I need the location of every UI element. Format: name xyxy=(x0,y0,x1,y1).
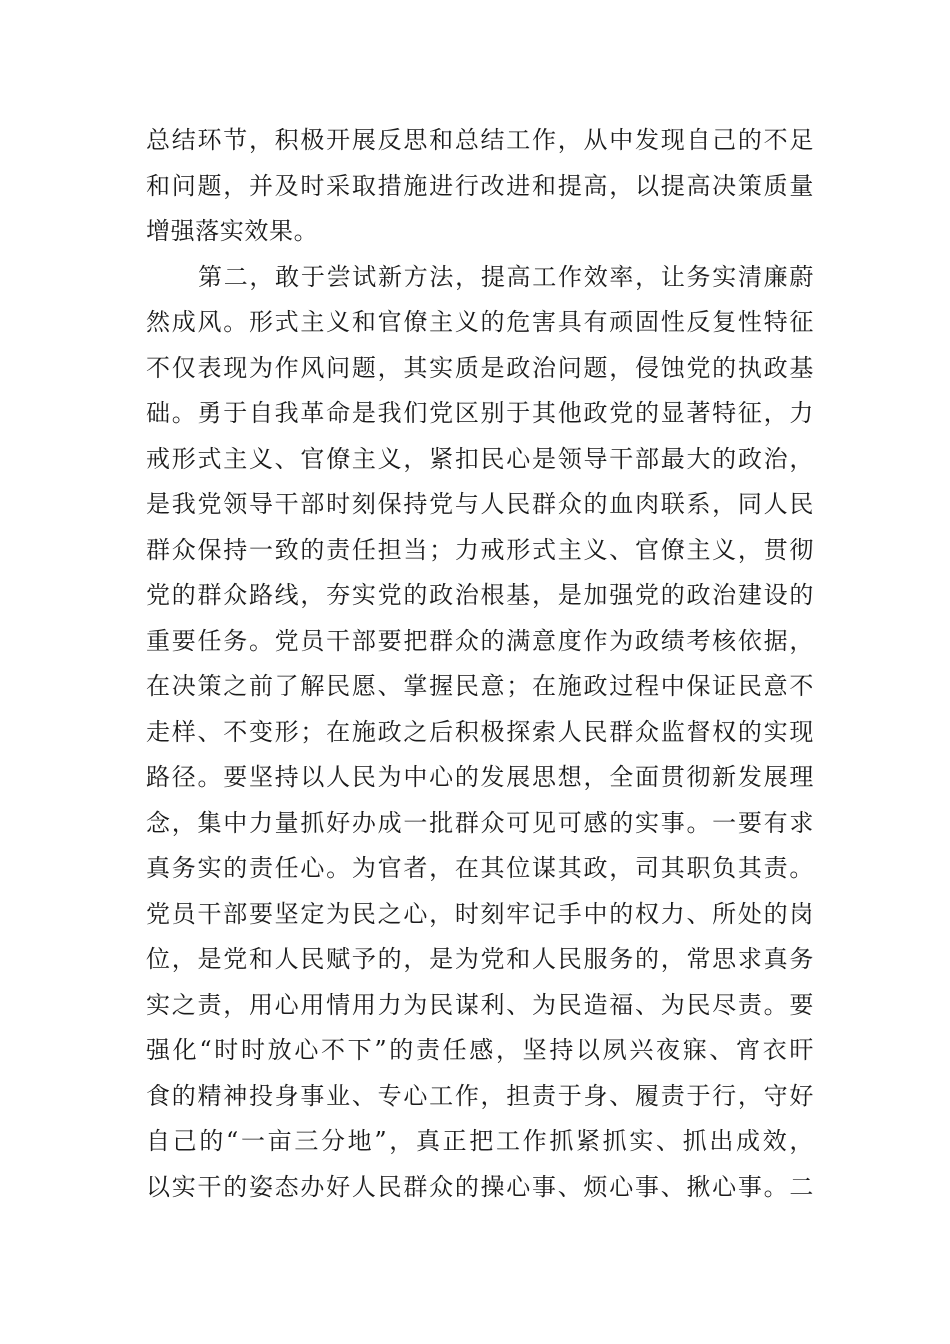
text-line: 位，是党和人民赋予的，是为党和人民服务的，常思求真务 xyxy=(146,945,814,973)
text-line: 增强落实效果。 xyxy=(146,217,319,245)
text-line: 念，集中力量抓好办成一批群众可见可感的实事。一要有求 xyxy=(146,808,814,837)
text-line: 食的精神投身事业、专心工作，担责于身、履责于行，守好 xyxy=(146,1081,814,1110)
text-line: 真务实的责任心。为官者，在其位谋其政，司其职负其责。 xyxy=(146,854,814,882)
text-line: 走样、不变形；在施政之后积极探索人民群众监督权的实现 xyxy=(146,717,814,746)
text-line: 是我党领导干部时刻保持党与人民群众的血肉联系，同人民 xyxy=(146,490,814,518)
text-line: 党的群众路线，夯实党的政治根基，是加强党的政治建设的 xyxy=(146,581,814,609)
text-line: 实之责，用心用情用力为民谋利、为民造福、为民尽责。要 xyxy=(146,990,814,1019)
text-line: 强化“时时放心不下”的责任感，坚持以夙兴夜寐、宵衣旰 xyxy=(146,1036,814,1064)
text-line: 和问题，并及时采取措施进行改进和提高，以提高决策质量 xyxy=(146,171,814,200)
text-line: 然成风。形式主义和官僚主义的危害具有顽固性反复性特征 xyxy=(146,308,814,336)
text-line: 自己的“一亩三分地”，真正把工作抓紧抓实、抓出成效， xyxy=(146,1127,814,1155)
text-line: 以实干的姿态办好人民群众的操心事、烦心事、揪心事。二 xyxy=(146,1172,814,1201)
text-line: 础。勇于自我革命是我们党区别于其他政党的显著特征，力 xyxy=(146,399,814,427)
paragraph-first-line: 第二，敢于尝试新方法，提高工作效率，让务实清廉蔚 xyxy=(198,262,814,291)
text-line: 总结环节，积极开展反思和总结工作，从中发现自己的不足 xyxy=(146,126,814,154)
text-line: 群众保持一致的责任担当；力戒形式主义、官僚主义，贯彻 xyxy=(146,535,814,564)
text-line: 重要任务。党员干部要把群众的满意度作为政绩考核依据， xyxy=(146,626,814,655)
text-line: 路径。要坚持以人民为中心的发展思想，全面贯彻新发展理 xyxy=(146,763,814,791)
text-line: 不仅表现为作风问题，其实质是政治问题，侵蚀党的执政基 xyxy=(146,353,814,382)
text-line: 党员干部要坚定为民之心，时刻牢记手中的权力、所处的岗 xyxy=(146,899,814,928)
text-line: 戒形式主义、官僚主义，紧扣民心是领导干部最大的政治， xyxy=(146,444,814,473)
text-line: 在决策之前了解民愿、掌握民意；在施政过程中保证民意不 xyxy=(146,672,814,700)
body-text xyxy=(146,118,814,1210)
